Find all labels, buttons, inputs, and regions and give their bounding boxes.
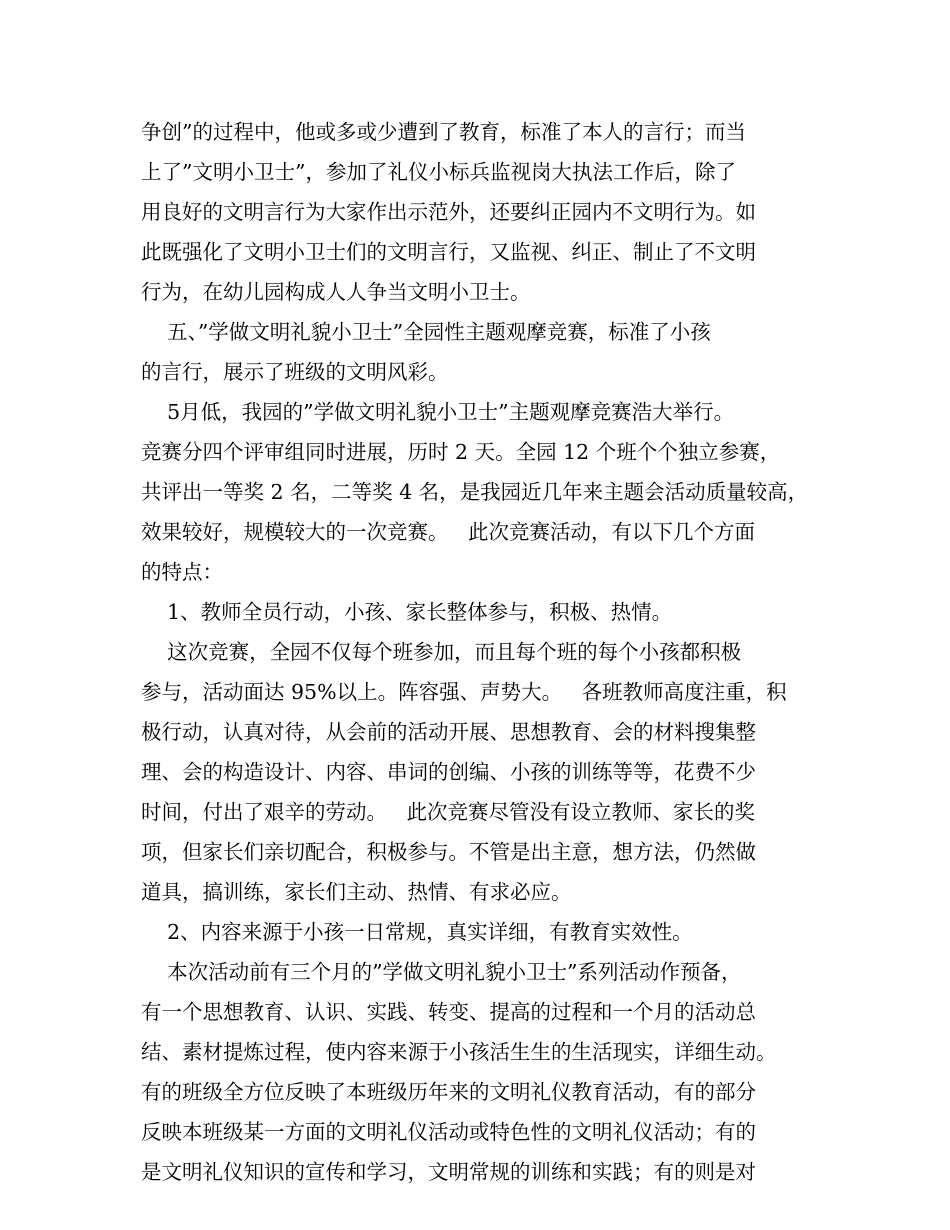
text-line: 上了”文明小卫士”，参加了礼仪小标兵监视岗大执法工作后，除了 [141, 160, 736, 184]
text-line: 道具，搞训练，家长们主动、热情、有求必应。 [141, 880, 572, 904]
text-line: 是文明礼仪知识的宣传和学习，文明常规的训练和实践；有的则是对 [141, 1160, 756, 1184]
text-line: 1、教师全员行动，小孩、家长整体参与，积极、热情。 [141, 600, 673, 624]
text-line: 的特点： [141, 560, 223, 584]
text-line: 反映本班级某一方面的文明礼仪活动或特色性的文明礼仪活动；有的 [141, 1120, 756, 1144]
text-line: 这次竞赛，全园不仅每个班参加，而且每个班的每个小孩都积极 [141, 640, 742, 664]
text-line: 争创”的过程中，他或多或少遭到了教育，标准了本人的言行；而当 [141, 120, 746, 144]
text-line: 此既强化了文明小卫士们的文明言行，又监视、纠正、制止了不文明 [141, 240, 756, 264]
text-line: 五、”学做文明礼貌小卫士”全园性主题观摩竞赛，标准了小孩 [141, 320, 711, 344]
text-line: 竞赛分四个评审组同时进展，历时 2 天。全园 12 个班个个独立参赛， [141, 440, 781, 464]
text-line: 结、素材提炼过程，使内容来源于小孩活生生的生活现实，详细生动。 [141, 1040, 777, 1064]
text-line: 本次活动前有三个月的”学做文明礼貌小卫士”系列活动作预备， [141, 960, 742, 984]
text-line: 理、会的构造设计、内容、串词的创编、小孩的训练等等，花费不少 [141, 760, 756, 784]
text-line: 用良好的文明言行为大家作出示范外，还要纠正园内不文明行为。如 [141, 200, 756, 224]
text-line: 效果较好，规模较大的一次竞赛。 此次竞赛活动，有以下几个方面 [141, 520, 756, 544]
text-line: 参与，活动面达 95%以上。阵容强、声势大。 各班教师高度注重，积 [141, 680, 787, 704]
text-line: 5月低，我园的”学做文明礼貌小卫士”主题观摩竞赛浩大举行。 [141, 400, 735, 424]
text-line: 极行动，认真对待，从会前的活动开展、思想教育、会的材料搜集整 [141, 720, 756, 744]
text-line: 有一个思想教育、认识、实践、转变、提高的过程和一个月的活动总 [141, 1000, 756, 1024]
text-line: 共评出一等奖 2 名，二等奖 4 名，是我园近几年来主题会活动质量较高， [141, 480, 809, 504]
text-line: 行为，在幼儿园构成人人争当文明小卫士。 [141, 280, 531, 304]
text-line: 有的班级全方位反映了本班级历年来的文明礼仪教育活动，有的部分 [141, 1080, 756, 1104]
text-line: 时间，付出了艰辛的劳动。 此次竞赛尽管没有设立教师、家长的奖 [141, 800, 756, 824]
text-line: 的言行，展示了班级的文明风彩。 [141, 360, 449, 384]
text-line: 项，但家长们亲切配合，积极参与。不管是出主意，想方法，仍然做 [141, 840, 756, 864]
text-line: 2、内容来源于小孩一日常规，真实详细，有教育实效性。 [141, 920, 693, 944]
